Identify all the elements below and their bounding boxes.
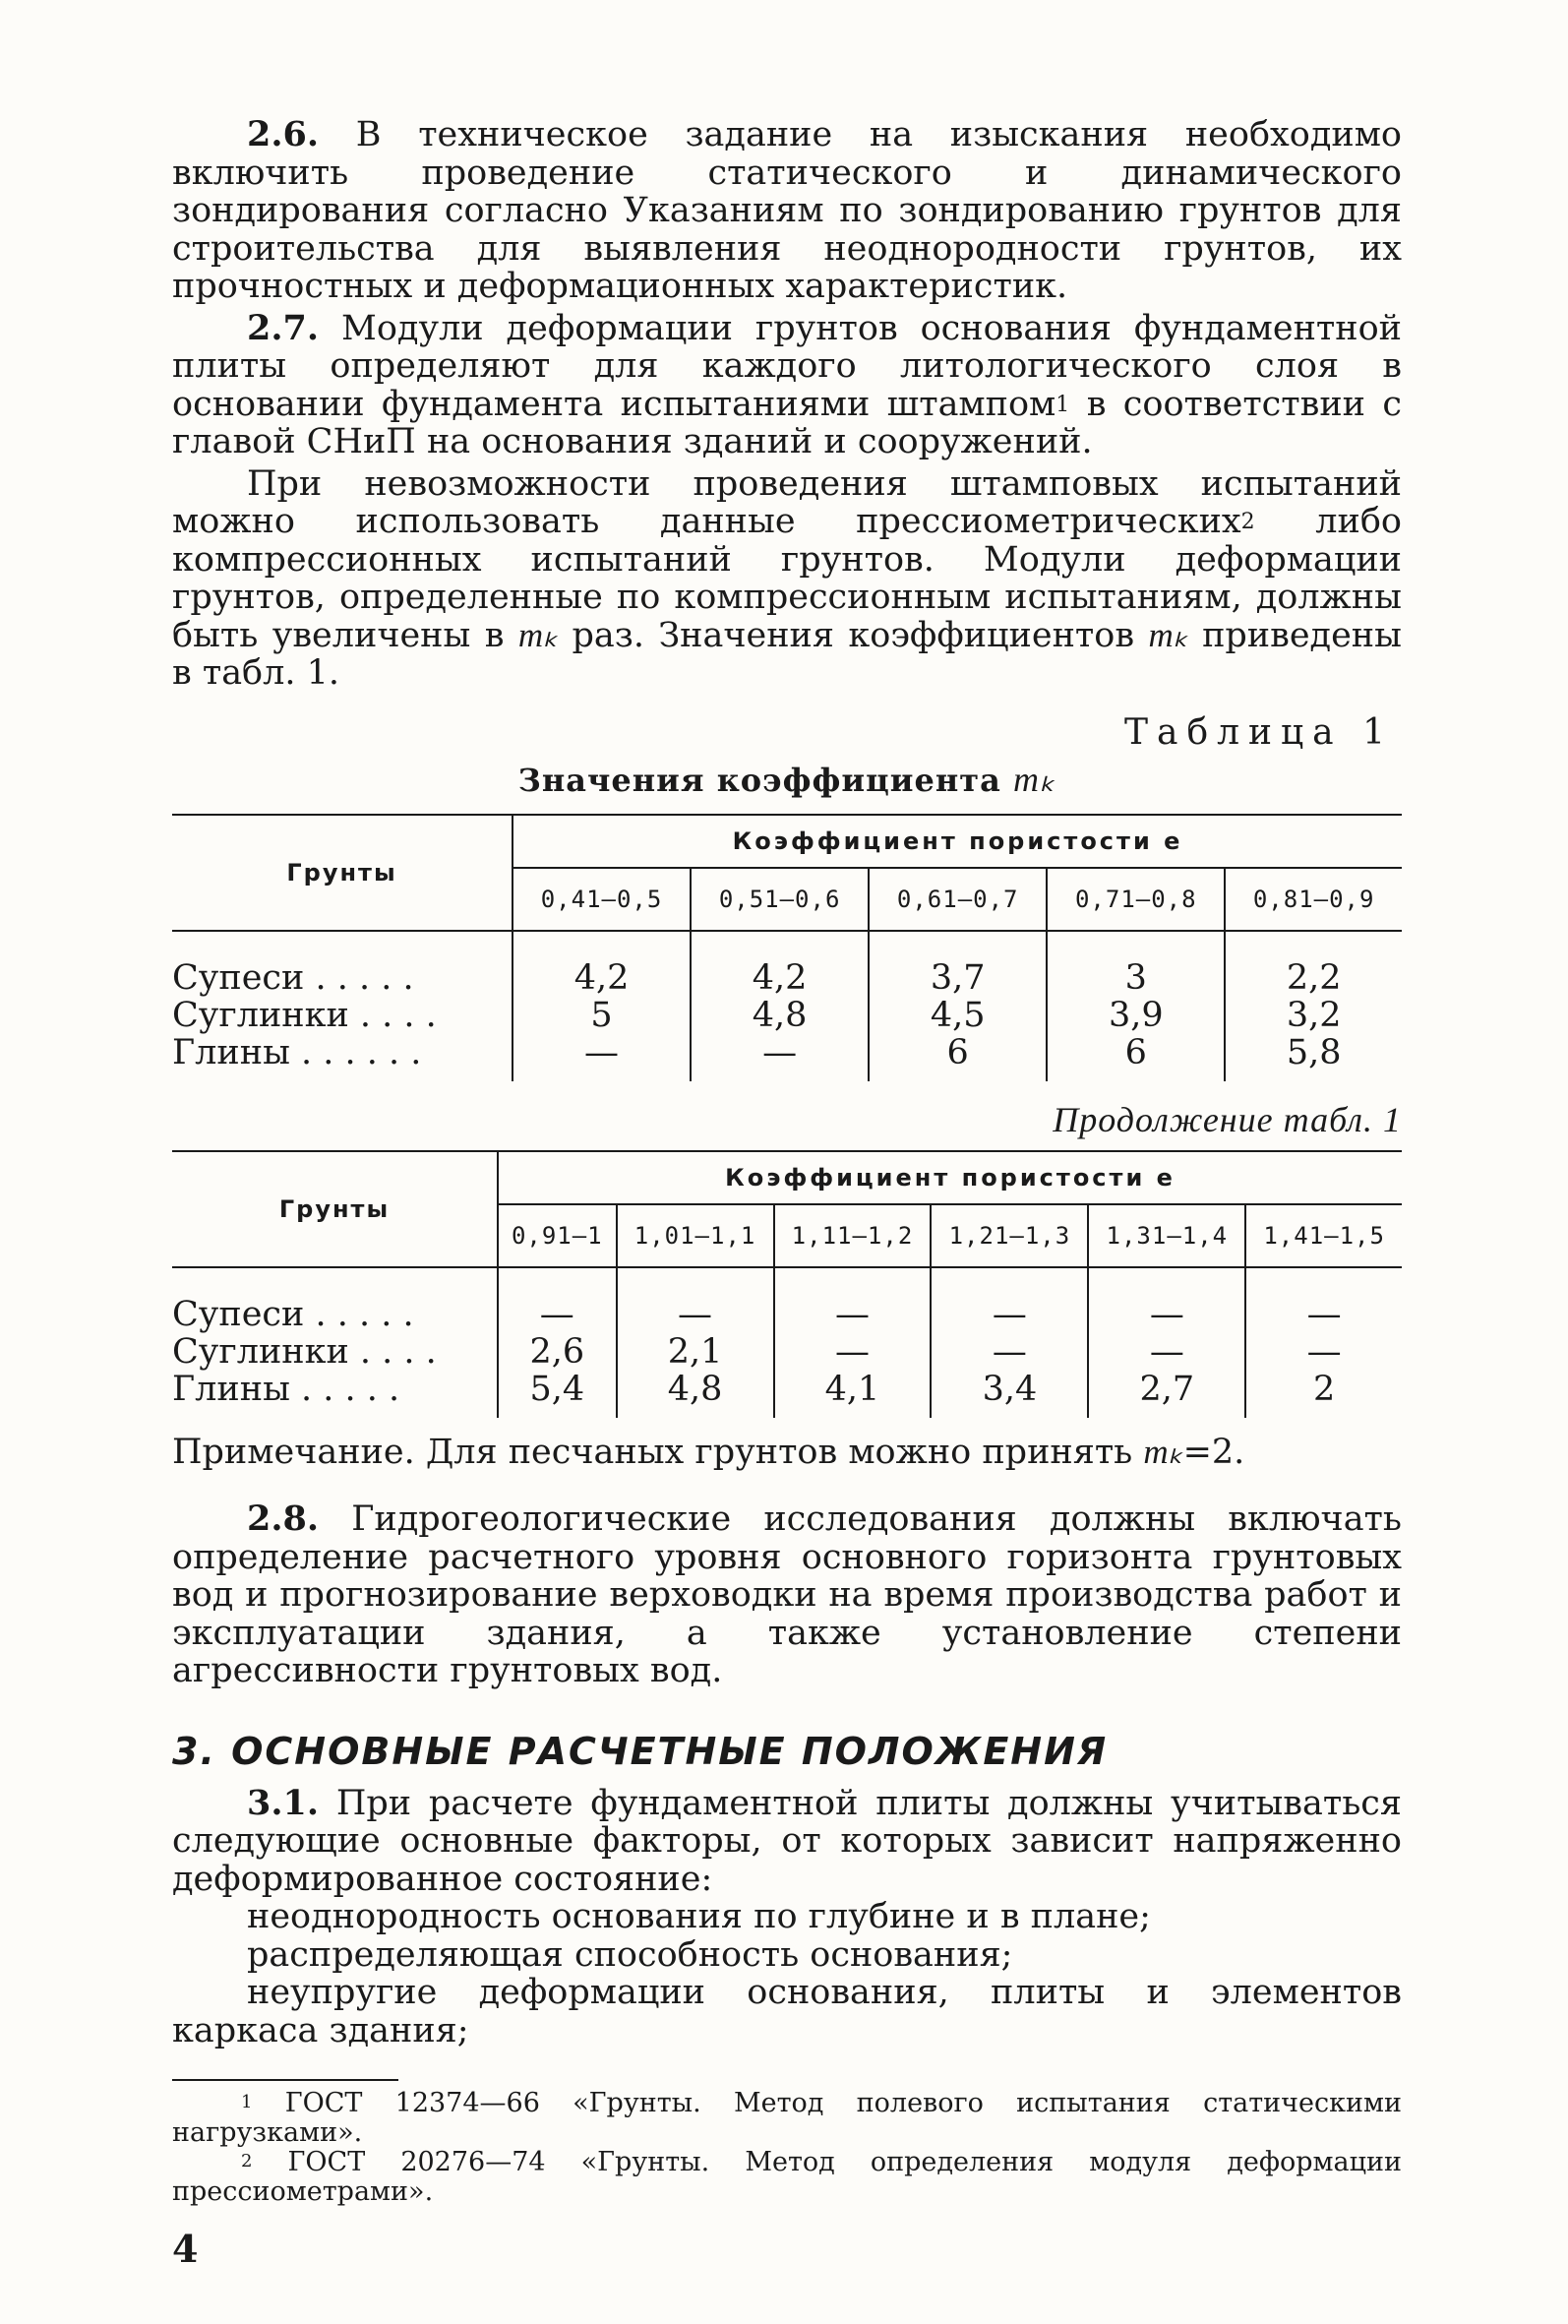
table-cell: — — 2,7 [1088,1267,1245,1418]
column-header: 0,91—1 [498,1204,617,1267]
paragraph-text: приведены в табл. 1. [172,615,1402,693]
table-cell: — 2,6 5,4 [498,1267,617,1418]
footnote-ref: 2 [1240,510,1255,534]
symbol-mk: mₖ [517,615,559,654]
table-cell: 4,2 4,8 — [691,931,869,1081]
note-text: Примечание. Для песчаных грунтов можно принять [172,1432,1144,1472]
list-item: неупругие деформации основания, плиты и элементов каркаса здания; [172,1973,1402,2050]
table-row [172,931,1402,1081]
clause-number: 2.7. [247,307,320,348]
paragraph-text: либо компрессионных испытаний грунтов. Модули деформации грунтов, определенные по компрессионным испытаниям, должны быть увеличены в [172,502,1402,655]
column-header: 1,41—1,5 [1245,1204,1402,1267]
symbol-mk: mₖ [1143,1432,1183,1471]
column-header: 0,41—0,5 [513,868,691,931]
table-1-continuation [172,1150,1402,1418]
paragraph-text: в соответствии с главой СНиП на основания зданий и сооружений. [172,384,1402,461]
table-cell: — — 4,1 [774,1267,932,1418]
table-cell: — — 3,4 [931,1267,1088,1418]
footnote-text: ГОСТ 12374—66 «Грунты. Метод полевого испытания статическими нагрузками». [172,2088,1402,2148]
paragraph-text: раз. Значения коэффициентов [558,615,1149,655]
list-item: распределяющая способность основания; [247,1934,1013,1975]
paragraph-3-1 [172,1782,1402,1899]
paragraph-2-8 [172,1500,1402,1690]
column-header: 0,71—0,8 [1047,868,1225,931]
column-header: 0,61—0,7 [869,868,1047,931]
column-group-header: Коэффициент пористости e [498,1151,1402,1204]
paragraph-text: В техническое задание на изыскания необходимо включить проведение статического и динамического зондирования согласно Указаниям по зондированию грунтов для строительства для выявления неоднородности грунтов, их прочностных и деформационных характеристик. [172,115,1402,306]
footnote-1 [172,2089,1402,2148]
table-cell: — — 2 [1245,1267,1402,1418]
paragraph-text: Модули деформации грунтов основания фундаментной плиты определяют для каждого литологического слоя в основании фундамента испытаниями штампом [172,308,1402,424]
column-header: 1,01—1,1 [617,1204,774,1267]
clause-number: 2.6. [247,114,320,154]
footnote-mark: 2 [241,2151,253,2171]
column-header: 0,81—0,9 [1225,868,1402,931]
paragraph-2-7-cont [172,465,1402,693]
column-group-header: Коэффициент пористости e [513,815,1402,868]
table-row [172,1267,1402,1418]
page-number: 4 [172,2227,199,2271]
table-cell: — 2,1 4,8 [617,1267,774,1418]
table-cell: 4,2 5 — [513,931,691,1081]
table-title-text: Значения коэффициента [517,761,1013,799]
column-header: 1,21—1,3 [931,1204,1088,1267]
footnote-text: ГОСТ 20276—74 «Грунты. Метод определения модуля деформации прессиометрами». [172,2147,1402,2207]
column-header: 0,51—0,6 [691,868,869,931]
paragraph-2-7 [172,307,1402,461]
column-header-soils: Грунты [172,1151,498,1267]
footnote-ref: 1 [1055,392,1070,417]
table-cell: 3,7 4,5 6 [869,931,1047,1081]
soil-names: Супеси . . . . . Суглинки . . . . Глины . . . . . [172,1267,498,1418]
table-1 [172,814,1402,1081]
list-item: неоднородность основания по глубине и в плане; [247,1897,1151,1936]
note-value: =2. [1182,1432,1245,1472]
paragraph-text: Гидрогеологические исследования должны включать определение расчетного уровня основного горизонта грунтовых вод и прогнозирование верховодки на время производства работ и эксплуатации здания, а также установление степени агрессивности грунтовых вод. [172,1499,1402,1690]
footnote-2 [172,2148,1402,2207]
symbol-mk: mₖ [1012,759,1056,799]
paragraph-text: При невозможности проведения штамповых испытаний можно использовать данные прессиометрических [172,463,1402,541]
table-title [172,759,1402,800]
table-continuation-label: Продолжение табл. 1 [1053,1099,1402,1139]
paragraph-2-6 [172,116,1402,306]
table-note [172,1434,1402,1472]
paragraph-text: При расчете фундаментной плиты должны учитываться следующие основные факторы, от которых зависит напряженно деформированное состояние: [172,1783,1402,1899]
column-header-soils: Грунты [172,815,513,931]
table-label: Таблица 1 [1124,711,1394,753]
footnote-mark: 1 [241,2092,253,2112]
section-heading: 3. ОСНОВНЫЕ РАСЧЕТНЫЕ ПОЛОЖЕНИЯ [172,1729,1109,1773]
column-header: 1,11—1,2 [774,1204,932,1267]
table-cell: 2,2 3,2 5,8 [1225,931,1402,1081]
table-cell: 3 3,9 6 [1047,931,1225,1081]
symbol-mk: mₖ [1148,615,1188,654]
column-header: 1,31—1,4 [1088,1204,1245,1267]
clause-number: 2.8. [247,1498,320,1539]
document-page [172,116,1402,2271]
soil-names: Супеси . . . . . Суглинки . . . . Глины . . . . . . [172,931,513,1081]
footnote-divider [172,2079,398,2081]
clause-number: 3.1. [247,1782,320,1823]
